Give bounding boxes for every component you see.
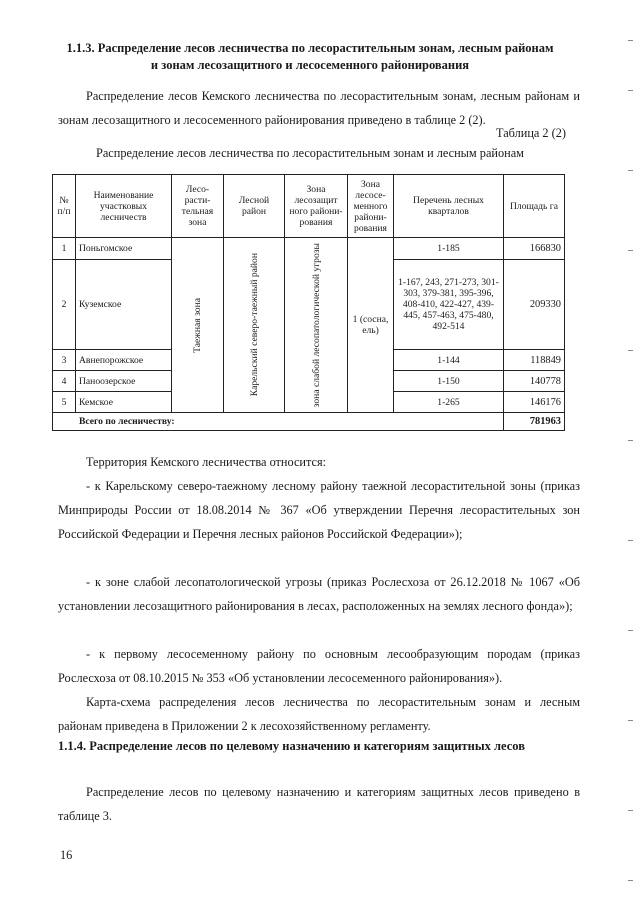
page-number: 16	[60, 848, 73, 862]
row-quarters: 1-144	[394, 350, 504, 371]
table-label: Таблица 2 (2)	[495, 126, 566, 140]
row-quarters: 1-150	[394, 371, 504, 392]
total-label: Всего по лесничеству:	[53, 413, 504, 431]
table-header-row	[53, 175, 565, 238]
header-protect-zone: Зона лесозащит ного райони-рования	[285, 175, 348, 238]
header-seed-zone: Зона лесосе-менного райони-рования	[348, 175, 394, 238]
table-total-row	[53, 413, 565, 431]
total-value: 781963	[504, 413, 565, 431]
merged-seed-zone-cell: 1 (сосна, ель)	[348, 238, 394, 413]
header-quarters: Перечень лесных кварталов	[394, 175, 504, 238]
row-name: Авнепорожское	[76, 350, 172, 371]
row-num: 4	[53, 371, 76, 392]
row-num: 3	[53, 350, 76, 371]
territory-intro: Территория Кемского лесничества относится:	[86, 455, 327, 469]
row-name: Кемское	[76, 392, 172, 413]
header-district: Лесной район	[224, 175, 285, 238]
merged-protect-zone-cell	[285, 238, 348, 413]
header-num: № п/п	[53, 175, 76, 238]
row-area: 209330	[504, 260, 565, 350]
row-name: Паноозерское	[76, 371, 172, 392]
row-name: Поньгомское	[76, 238, 172, 260]
row-num: 2	[53, 260, 76, 350]
merged-district-cell	[224, 238, 285, 413]
territory-map-note: Карта-схема распределения лесов лесничества по лесорастительным зонам и лесным районам приведена в Приложении 2 к лесохозяйственному регламенту.	[58, 695, 580, 733]
territory-item-seed-zone: - к первому лесосеменному району по основным лесообразующим породам (приказ Рослесхоза от 08.10.2015 № 353 «Об установлении лесосеменного районирования»).	[58, 647, 580, 685]
section-title-1-1-3	[50, 40, 570, 74]
district-text: Карельский северо-таежный район	[248, 253, 260, 397]
scan-edge-marks	[628, 20, 634, 890]
row-quarters: 1-167, 243, 271-273, 301-303, 379-381, 395-396, 408-410, 422-427, 439-445, 457-463, 475-480, 492-514	[394, 260, 504, 350]
row-area: 166830	[504, 238, 565, 260]
row-area: 146176	[504, 392, 565, 413]
row-num: 1	[53, 238, 76, 260]
section-1-1-4-intro: Распределение лесов по целевому назначению и категориям защитных лесов приведено в таблице 3.	[58, 785, 580, 823]
table-title: Распределение лесов лесничества по лесорастительным зонам и лесным районам	[96, 146, 524, 160]
row-quarters: 1-265	[394, 392, 504, 413]
protect-zone-text: зона слабой лесопатологической угрозы	[310, 242, 322, 408]
row-area: 140778	[504, 371, 565, 392]
row-num: 5	[53, 392, 76, 413]
table-row	[53, 238, 565, 260]
zone-text: Таежная зона	[192, 297, 203, 353]
section-title-line1: 1.1.3. Распределение лесов лесничества по лесорастительным зонам, лесным районам	[66, 41, 554, 55]
row-area: 118849	[504, 350, 565, 371]
territory-item-forest-district: - к Карельскому северо-таежному лесному району таежной лесорастительной зоны (приказ Минприроды России от 18.08.2014 № 367 «Об утверждении Перечня лесорастительных зон Российской Федерации и Перечня лесных районов Российской Федерации»);	[58, 479, 580, 541]
forest-distribution-table	[52, 174, 565, 431]
section-title-line2: и зонам лесозащитного и лесосеменного районирования	[150, 58, 470, 72]
header-area: Площадь га	[504, 175, 565, 238]
section-intro-paragraph: Распределение лесов Кемского лесничества по лесорастительным зонам, лесным районам и зонам лесозащитного и лесосеменного районирования приведено в таблице 2 (2).	[58, 89, 580, 127]
territory-item-protection-zone: - к зоне слабой лесопатологической угрозы (приказ Рослесхоза от 26.12.2018 № 1067 «Об установлении лесозащитного районирования в лесах, расположенных на землях лесного фонда»);	[58, 575, 580, 613]
header-zone: Лесо-расти-тельная зона	[172, 175, 224, 238]
merged-zone-cell	[172, 238, 224, 413]
header-name: Наименование участковых лесничеств	[76, 175, 172, 238]
row-quarters: 1-185	[394, 238, 504, 260]
section-title-1-1-4: 1.1.4. Распределение лесов по целевому назначению и категориям защитных лесов	[58, 739, 525, 753]
row-name: Куземское	[76, 260, 172, 350]
